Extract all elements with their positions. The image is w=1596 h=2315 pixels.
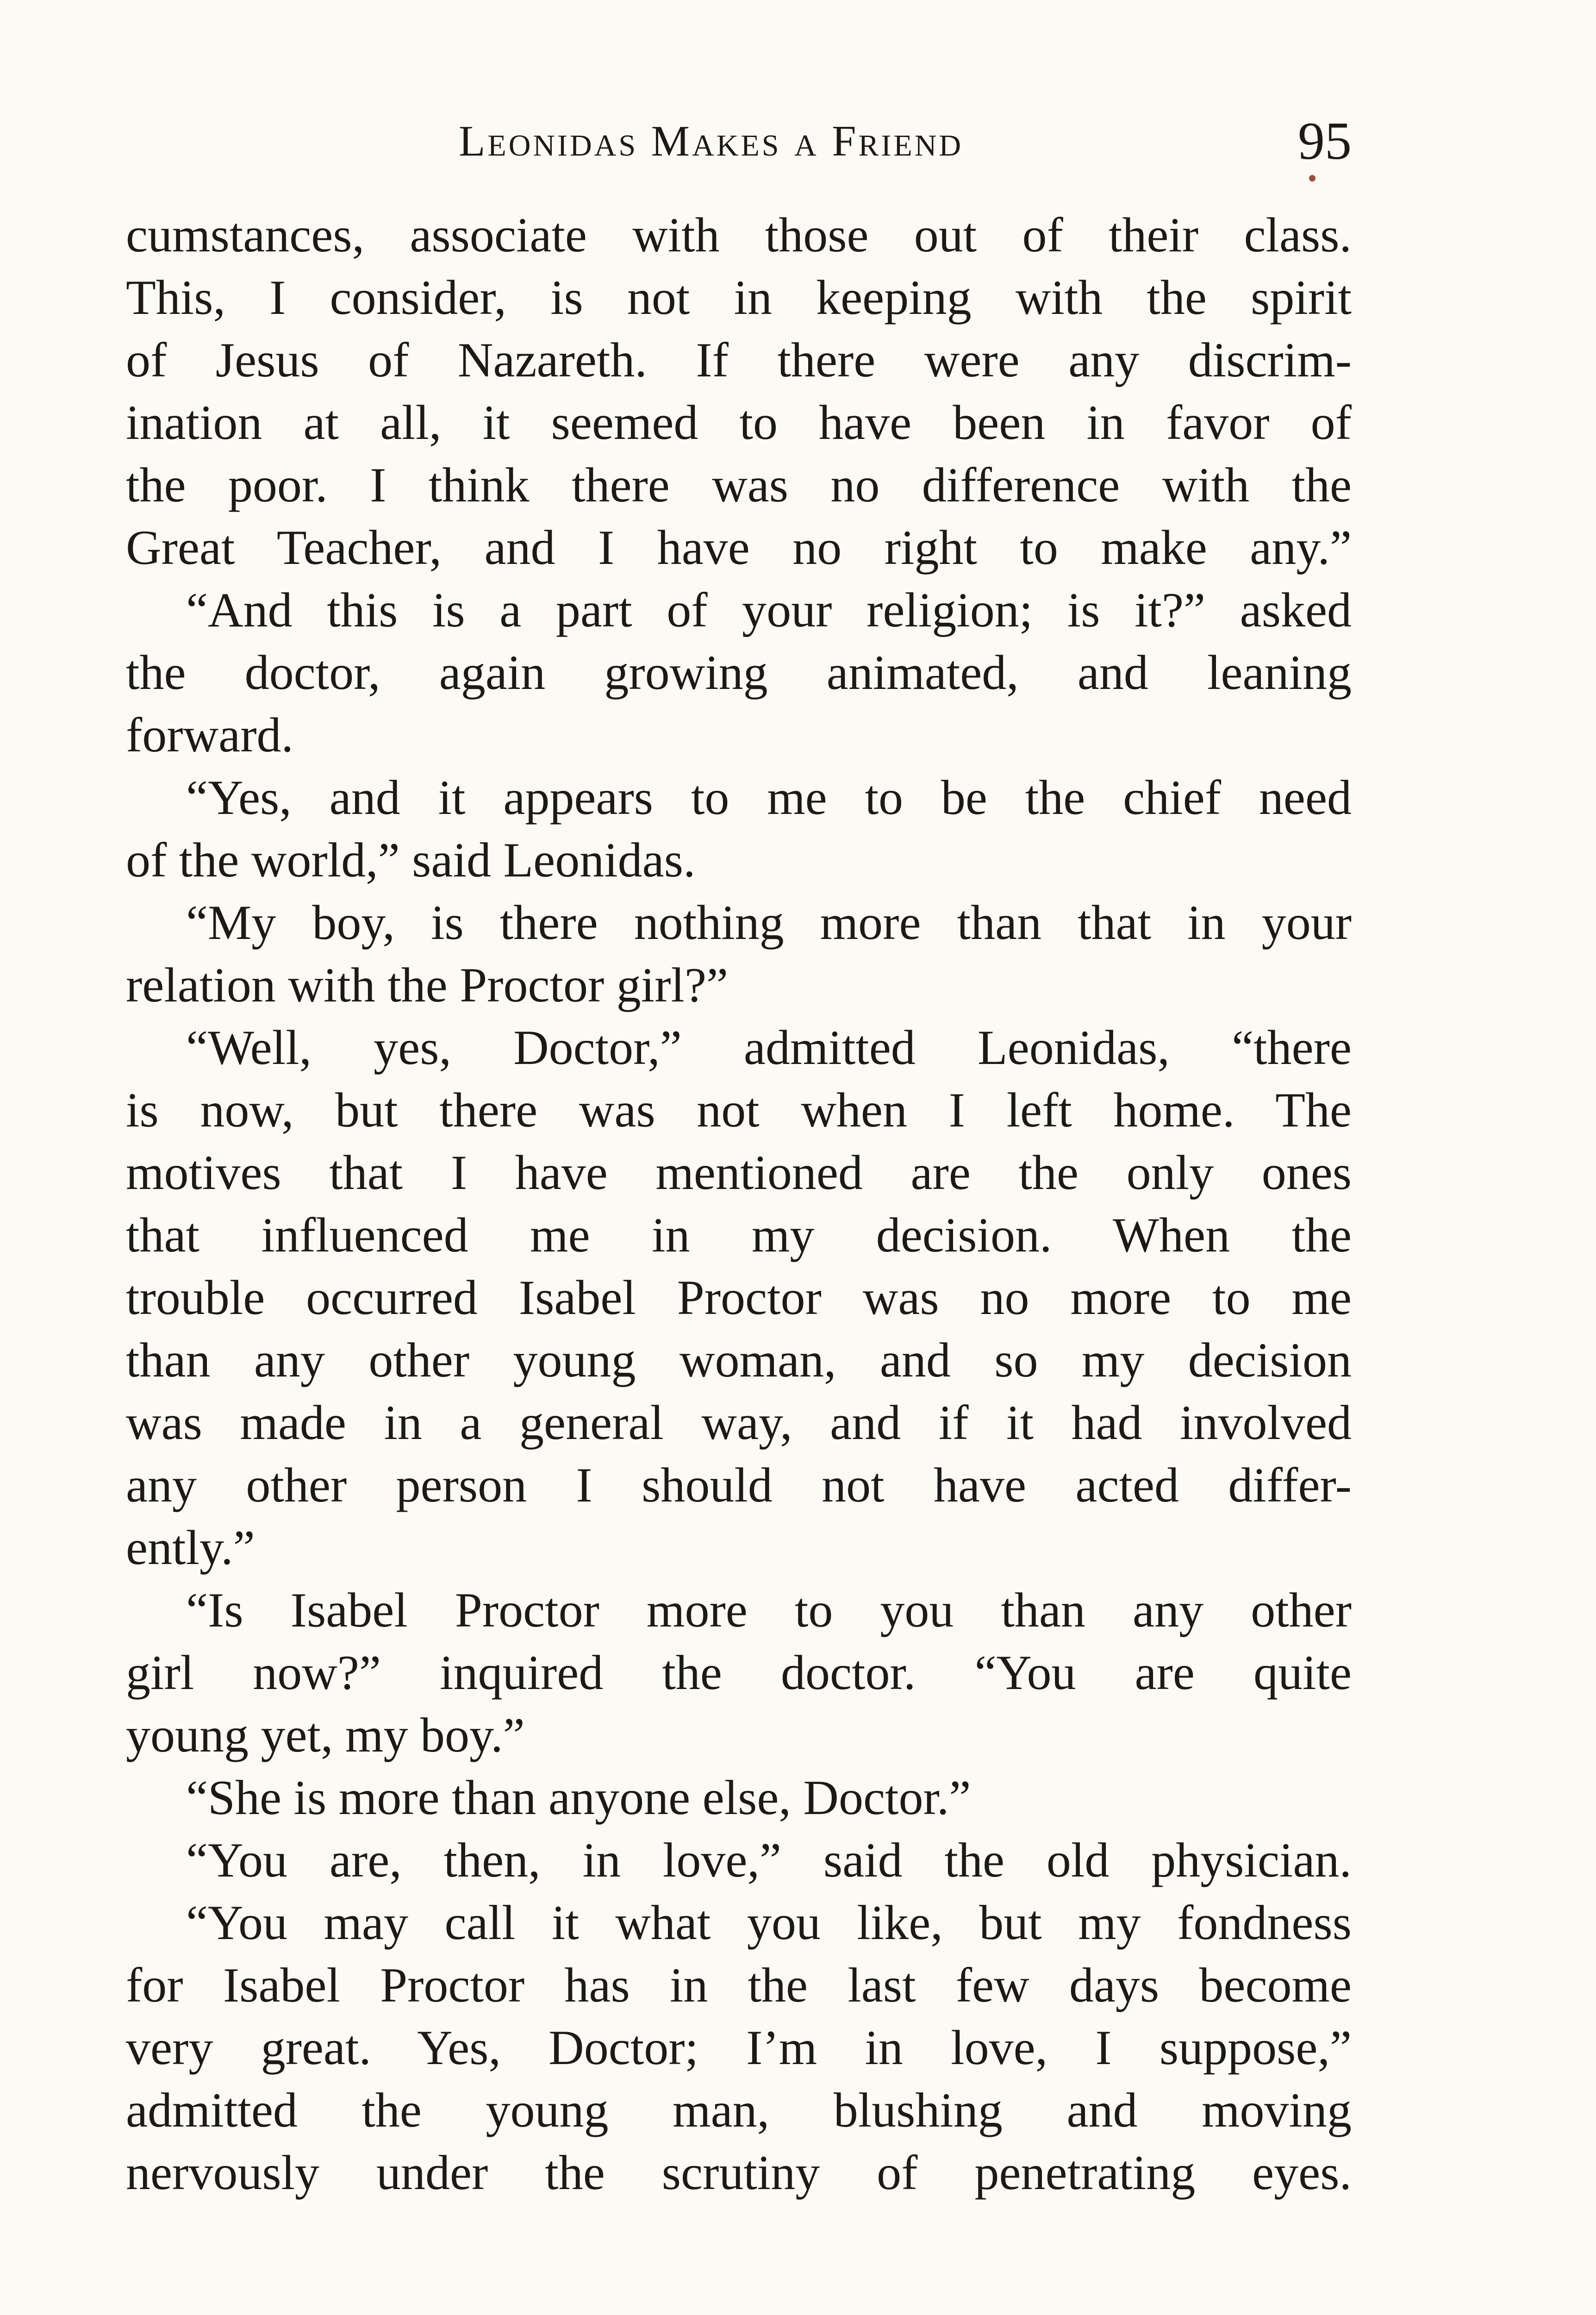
text-line: motives that I have mentioned are the only ones bbox=[126, 1145, 1352, 1200]
text-line: admitted the young man, blushing and moving bbox=[126, 2083, 1352, 2137]
text-line: girl now?” inquired the doctor. “You are quite bbox=[126, 1646, 1352, 1700]
text-line: “Yes, and it appears to me to be the chief need bbox=[186, 770, 1352, 825]
text-line: ination at all, it seemed to have been in favor of bbox=[126, 395, 1352, 450]
text-line: “And this is a part of your religion; is it?” asked bbox=[186, 583, 1352, 637]
text-line: Great Teacher, and I have no right to make any.” bbox=[126, 520, 1352, 575]
running-title: Leonidas Makes a Friend bbox=[458, 117, 964, 165]
text-line: nervously under the scrutiny of penetrating eyes. bbox=[126, 2146, 1352, 2200]
text-line: “Well, yes, Doctor,” admitted Leonidas, “there bbox=[186, 1020, 1352, 1075]
text-line: for Isabel Proctor has in the last few days become bbox=[126, 1958, 1352, 2012]
text-line: the doctor, again growing animated, and leaning bbox=[126, 645, 1352, 700]
text-line: is now, but there was not when I left home. The bbox=[126, 1083, 1352, 1137]
text-line: trouble occurred Isabel Proctor was no more to me bbox=[126, 1270, 1352, 1325]
page-number: 95 bbox=[1298, 112, 1352, 171]
text-line: than any other young woman, and so my decision bbox=[126, 1333, 1352, 1387]
text-line: “Is Isabel Proctor more to you than any other bbox=[186, 1583, 1352, 1637]
text-line: the poor. I think there was no difference with the bbox=[126, 458, 1352, 512]
text-line: “You are, then, in love,” said the old physician. bbox=[186, 1833, 1352, 1887]
text-line: forward. bbox=[126, 708, 293, 762]
text-line: “You may call it what you like, but my fondness bbox=[186, 1896, 1352, 1950]
text-line: very great. Yes, Doctor; I’m in love, I suppose,” bbox=[126, 2021, 1352, 2075]
text-line: of the world,” said Leonidas. bbox=[126, 833, 696, 887]
text-line: This, I consider, is not in keeping with the spirit bbox=[126, 270, 1352, 325]
running-head bbox=[126, 97, 1352, 181]
text-line: that influenced me in my decision. When the bbox=[126, 1208, 1352, 1262]
text-line: cumstances, associate with those out of their class. bbox=[126, 208, 1352, 262]
ink-dot bbox=[1309, 175, 1315, 181]
body-text bbox=[126, 204, 1352, 2204]
text-line: “My boy, is there nothing more than that in your bbox=[186, 895, 1352, 950]
text-line: any other person I should not have acted differ- bbox=[126, 1458, 1352, 1512]
text-line: of Jesus of Nazareth. If there were any discrim- bbox=[126, 333, 1352, 387]
text-line: was made in a general way, and if it had involved bbox=[126, 1395, 1352, 1450]
text-line: ently.” bbox=[126, 1520, 255, 1575]
text-line: relation with the Proctor girl?” bbox=[126, 958, 729, 1012]
text-line: “She is more than anyone else, Doctor.” bbox=[186, 1771, 971, 1825]
text-line: young yet, my boy.” bbox=[126, 1708, 525, 1762]
